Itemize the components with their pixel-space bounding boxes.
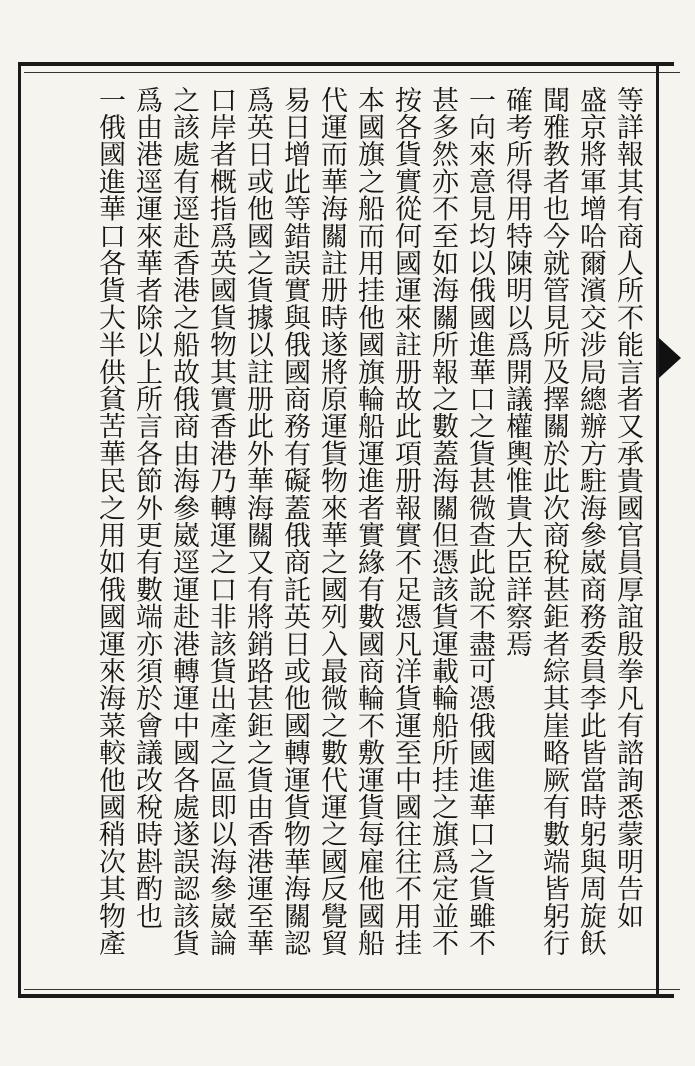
text-column-9: 代運而華海關註册時遂將原運貨物來華之國列入最微之數代運之國反覺貿 (316, 86, 347, 957)
text-column-4: 確考所得用特陳明以爲開議權輿惟貴大臣詳察焉 (501, 86, 532, 658)
text-column-2: 盛京將軍增哈爾濱交涉局總辦方駐海參崴商務委員李此皆當時躬與周旋飫 (575, 86, 606, 957)
text-column-1: 等詳報其有商人所不能言者又承貴國官員厚誼殷拳凡有諮詢悉蒙明告如 (612, 86, 643, 930)
right-border-line (656, 62, 659, 998)
fish-tail-mark (659, 338, 681, 378)
text-column-8: 本國旗之船而用挂他國旗輪船運進者實緣有數國商輪不敷運貨每雇他國船 (353, 86, 384, 957)
vertical-text-block (46, 86, 646, 986)
text-column-10: 易日增此等錯誤實與俄國商務有礙蓋俄商託英日或他國轉運貨物華海關認 (279, 86, 310, 957)
text-column-7: 按各貨實從何國運來註册故此項册報實不足憑凡洋貨運至中國往往不用挂 (390, 86, 421, 957)
text-column-13: 之該處有逕赴香港之船故俄商由海參崴逕運赴港轉運中國各處遂誤認該貨 (168, 86, 199, 957)
text-column-6: 甚多然亦不至如海關所報之數蓋海關但憑該貨運載輪船所挂之旗爲定並不 (427, 86, 458, 957)
text-column-15: 一俄國進華口各貨大半供貧苦華民之用如俄國運來海菜較他國稍次其物產 (94, 86, 125, 957)
text-column-14: 爲由港逕運來華者除以上所言各節外更有數端亦須於會議改稅時斟酌也 (131, 86, 162, 930)
text-column-5: 一向來意見均以俄國進華口之貨甚微查此說不盡可憑俄國進華口之貨雖不 (464, 86, 495, 957)
text-column-12: 口岸者概指爲英國貨物其實香港乃轉運之口非該貨出產之區即以海參崴論 (205, 86, 236, 957)
text-column-3: 聞雅教者也今就管見所及擇關於此次商稅甚鉅者綜其崖略厥有數端皆躬行 (538, 86, 569, 957)
text-column-11: 爲英日或他國之貨據以註册此外華海關又有將銷路甚鉅之貨由香港運至華 (242, 86, 273, 957)
